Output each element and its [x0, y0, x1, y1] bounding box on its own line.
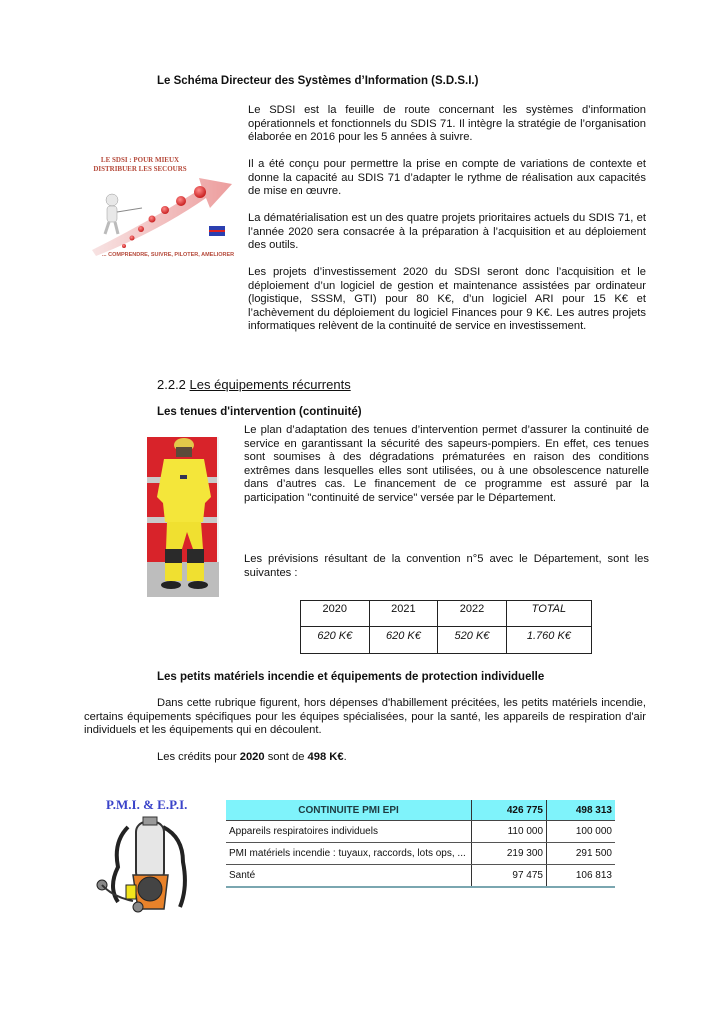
pmi-table-header-value-2: 498 313	[547, 800, 616, 821]
pmi-table-row	[226, 821, 615, 843]
pmi-row-value-1: 97 475	[472, 865, 547, 888]
credits-amount: 498 K€	[307, 751, 344, 763]
pmi-row-label: Santé	[226, 865, 472, 888]
pmi-table-header-value-1: 426 775	[472, 800, 547, 821]
forecast-value-cell: 620 K€	[369, 627, 438, 654]
sdsi-paragraph-4: Les projets d’investissement 2020 du SDSI seront donc l’acquisition et le déploiement d’un logiciel de gestion et maintenance assistées par ordinateur (logistique, SSSM, GTI) pour 80 K€, d’un logiciel ARI pour 15 K€ et l’achèvement du déploiement du logiciel Finances pour 9 K€. Les autres projets informatiques relèvent de la continuité de service en investissement.	[248, 266, 646, 333]
forecast-intro: Les prévisions résultant de la convention n°5 avec le Département, sont les suivantes :	[244, 553, 649, 579]
firefighter-photo	[147, 437, 219, 597]
pmi-heading: Les petits matériels incendie et équipements de protection individuelle	[157, 671, 545, 683]
forecast-value-cell: 520 K€	[438, 627, 507, 654]
pmi-table-header-row	[226, 800, 615, 821]
pmi-row-value-2: 291 500	[547, 843, 616, 865]
forecast-header-cell: TOTAL	[506, 601, 591, 627]
forecast-header-cell: 2022	[438, 601, 507, 627]
forecast-value-cell: 620 K€	[301, 627, 370, 654]
forecast-header-cell: 2020	[301, 601, 370, 627]
sdsi-paragraph-1: Le SDSI est la feuille de route concernant les systèmes d’information opérationnels et fonctionnels du SDIS 71. Il intègre la stratégie de l’organisation élaborée en 2016 pour les 5 années à suivre.	[248, 104, 646, 144]
pmi-epi-illustration	[88, 797, 218, 917]
section-number: 2.2.2	[157, 377, 186, 392]
pmi-row-label: Appareils respiratoires individuels	[226, 821, 472, 843]
sdsi-image-footer: ... COMPRENDRE, SUIVRE, PILOTER, AMELIORER	[102, 252, 235, 258]
forecast-values-row	[301, 627, 592, 654]
forecast-value-cell: 1.760 K€	[506, 627, 591, 654]
firefighter-icon	[147, 437, 219, 597]
pmi-paragraph: Dans cette rubrique figurent, hors dépenses d'habillement précitées, les petits matériels incendie, certains équipements spécifiques pour les équipes spécialisées, pour la santé, les appareils de respiration d'air individuels et les équipements qui en découlent.	[84, 697, 646, 737]
forecast-table	[300, 600, 592, 654]
section-title: Les équipements récurrents	[189, 377, 351, 392]
breathing-apparatus-icon	[88, 797, 218, 917]
pmi-image-title: P.M.I. & E.P.I.	[106, 797, 188, 812]
pmi-table-row	[226, 865, 615, 888]
tenues-paragraph: Le plan d’adaptation des tenues d’intervention permet d’assurer la continuité de service en garantissant la sécurité des sapeurs-pompiers. En effet, ces tenues sont soumises à des dégradations prématurées en raison des conditions extrêmes dans lesquelles elles sont utilisées, ou à une obsolescence naturelle dans d’autres cas. Le financement de ce programme est assuré par la participation "continuité de service" versée par le Département.	[244, 424, 649, 504]
pmi-table-row	[226, 843, 615, 865]
sdsi-paragraph-2: Il a été conçu pour permettre la prise en compte de variations de contexte et donne la capacité au SDIS 71 d’adapter le rythme de réalisation aux capacités de mise en œuvre.	[248, 158, 646, 198]
sdsi-heading: Le Schéma Directeur des Systèmes d’Information (S.D.S.I.)	[157, 75, 479, 87]
pmi-row-value-2: 106 813	[547, 865, 616, 888]
sdsi-illustration	[82, 150, 237, 262]
section-heading	[157, 377, 351, 392]
pmi-row-label: PMI matériels incendie : tuyaux, raccords, lots ops, ...	[226, 843, 472, 865]
forecast-header-cell: 2021	[369, 601, 438, 627]
pmi-row-value-1: 219 300	[472, 843, 547, 865]
pmi-row-value-1: 110 000	[472, 821, 547, 843]
tenues-heading: Les tenues d'intervention (continuité)	[157, 406, 362, 418]
forecast-header-row	[301, 601, 592, 627]
sdsi-image-title: LE SDSI : POUR MIEUX DISTRIBUER LES SECOURS	[93, 156, 187, 173]
pmi-credits: Les crédits pour 2020 sont de 498 K€.	[157, 751, 347, 763]
pmi-budget-table	[226, 800, 615, 888]
pmi-table-header-label: CONTINUITE PMI EPI	[226, 800, 472, 821]
sdsi-paragraph-3: La dématérialisation est un des quatre projets prioritaires actuels du SDIS 71, et l’année 2020 sera consacrée à la préparation à l’acquisition et au déploiement des outils.	[248, 212, 646, 252]
credits-year: 2020	[239, 751, 265, 763]
pmi-row-value-2: 100 000	[547, 821, 616, 843]
